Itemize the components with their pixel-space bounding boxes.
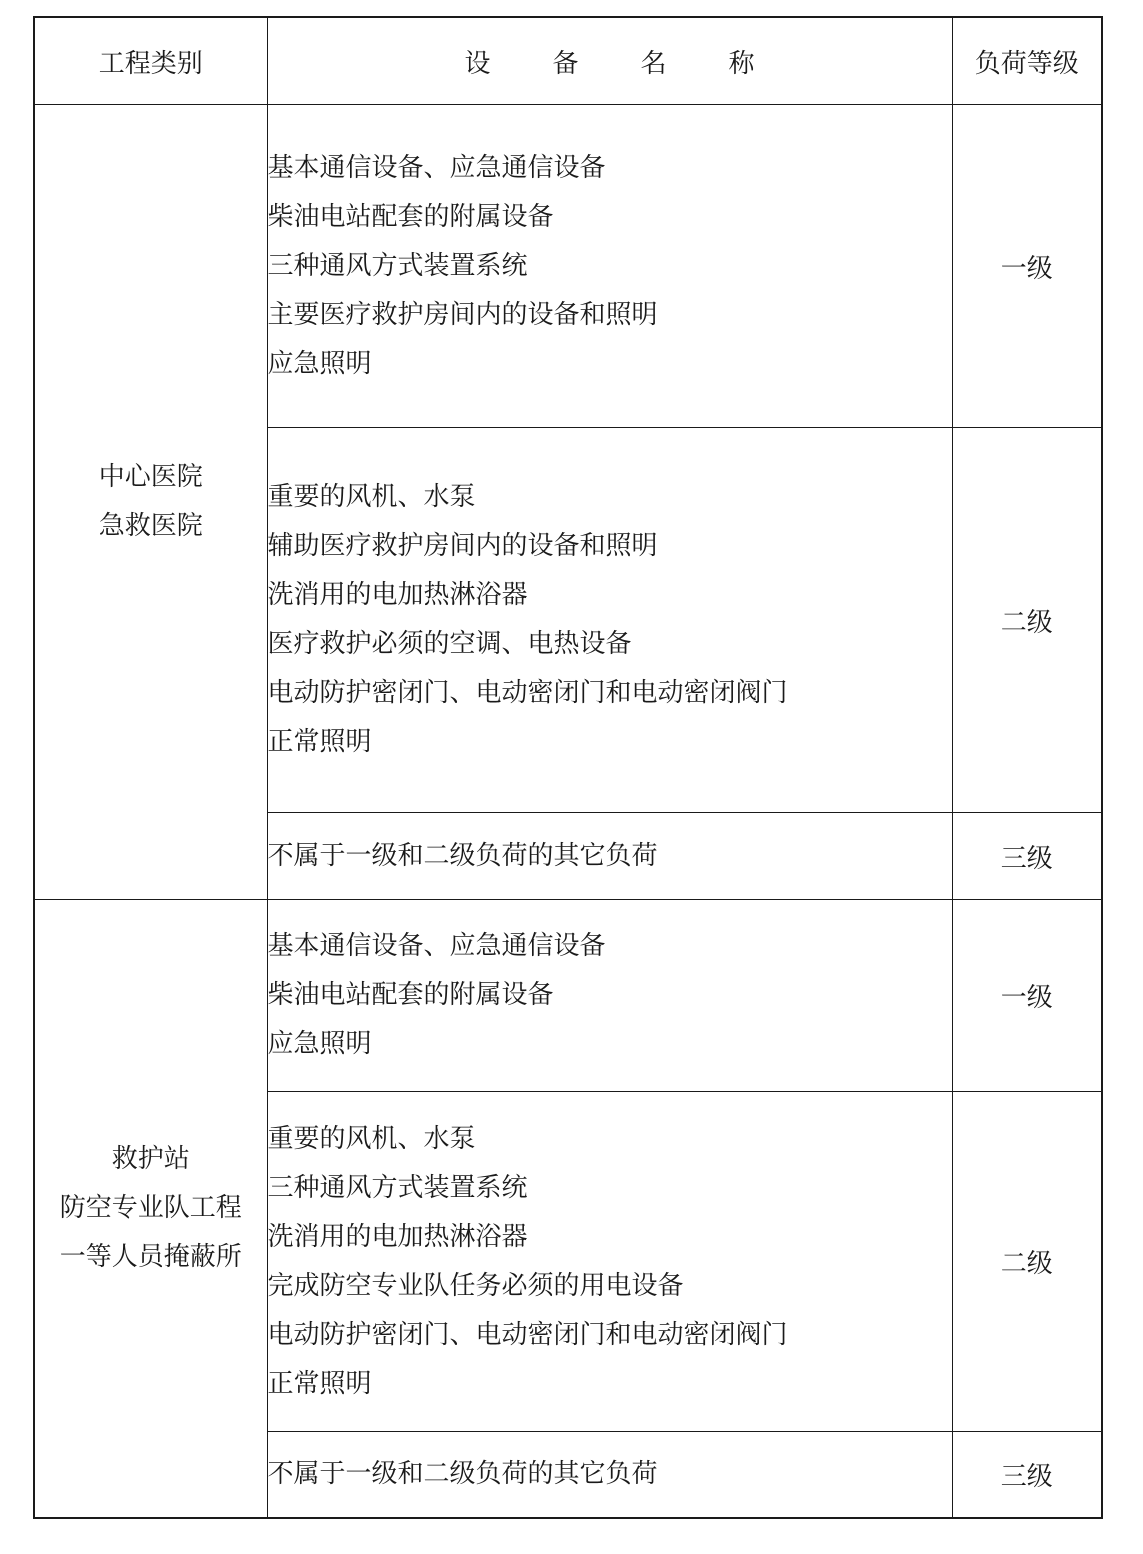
equipment-item: 柴油电站配套的附属设备: [267, 201, 554, 232]
equipment-item: 电动防护密闭门、电动密闭门和电动密闭阀门: [267, 678, 788, 708]
header-row: [34, 17, 1102, 105]
grade-cell: 二级: [952, 428, 1102, 813]
category-cell: [34, 900, 267, 1518]
equipment-item: 重要的风机、水泵: [267, 482, 476, 512]
equipment-item: 应急照明: [267, 348, 372, 379]
equipment-item: 三种通风方式装置系统: [267, 250, 528, 281]
header-grade: 负荷等级: [952, 17, 1102, 105]
equipment-item: 不属于一级和二级负荷的其它负荷: [267, 1458, 658, 1489]
equipment-item: 三种通风方式装置系统: [267, 1172, 528, 1203]
equipment-cell: [267, 1092, 952, 1432]
equipment-item: 正常照明: [267, 1368, 372, 1399]
equipment-item: 主要医疗救护房间内的设备和照明: [267, 299, 658, 330]
load-grade-table: [33, 16, 1103, 1519]
equipment-item: 重要的风机、水泵: [267, 1123, 476, 1154]
equipment-item: 正常照明: [267, 727, 372, 757]
table-row: [34, 900, 1102, 1092]
header-category: 工程类别: [34, 17, 267, 105]
equipment-item: 不属于一级和二级负荷的其它负荷: [267, 840, 658, 871]
equipment-cell: [267, 1432, 952, 1518]
category-line: 一等人员掩蔽所: [59, 1241, 242, 1272]
equipment-item: 基本通信设备、应急通信设备: [267, 152, 606, 183]
category-line: 救护站: [111, 1143, 190, 1174]
grade-cell: 一级: [952, 105, 1102, 428]
category-cell: [34, 105, 267, 900]
equipment-item: 应急照明: [267, 1029, 372, 1059]
category-line: 急救医院: [98, 511, 203, 541]
equipment-item: 洗消用的电加热淋浴器: [267, 1221, 528, 1252]
equipment-item: 医疗救护必须的空调、电热设备: [267, 629, 632, 659]
equipment-item: 电动防护密闭门、电动密闭门和电动密闭阀门: [267, 1319, 788, 1350]
equipment-item: 辅助医疗救护房间内的设备和照明: [267, 531, 658, 561]
equipment-item: 柴油电站配套的附属设备: [267, 980, 554, 1010]
grade-cell: 三级: [952, 813, 1102, 900]
equipment-item: 完成防空专业队任务必须的用电设备: [267, 1270, 684, 1301]
grade-cell: 三级: [952, 1432, 1102, 1518]
equipment-cell: [267, 900, 952, 1092]
header-equipment: 设备名称: [267, 17, 952, 105]
equipment-cell: [267, 428, 952, 813]
equipment-item: 洗消用的电加热淋浴器: [267, 580, 528, 610]
equipment-cell: [267, 813, 952, 900]
table-row: [34, 105, 1102, 428]
category-line: 中心医院: [98, 462, 203, 492]
equipment-cell: [267, 105, 952, 428]
grade-cell: 二级: [952, 1092, 1102, 1432]
category-line: 防空专业队工程: [59, 1192, 242, 1223]
equipment-item: 基本通信设备、应急通信设备: [267, 931, 606, 961]
grade-cell: 一级: [952, 900, 1102, 1092]
